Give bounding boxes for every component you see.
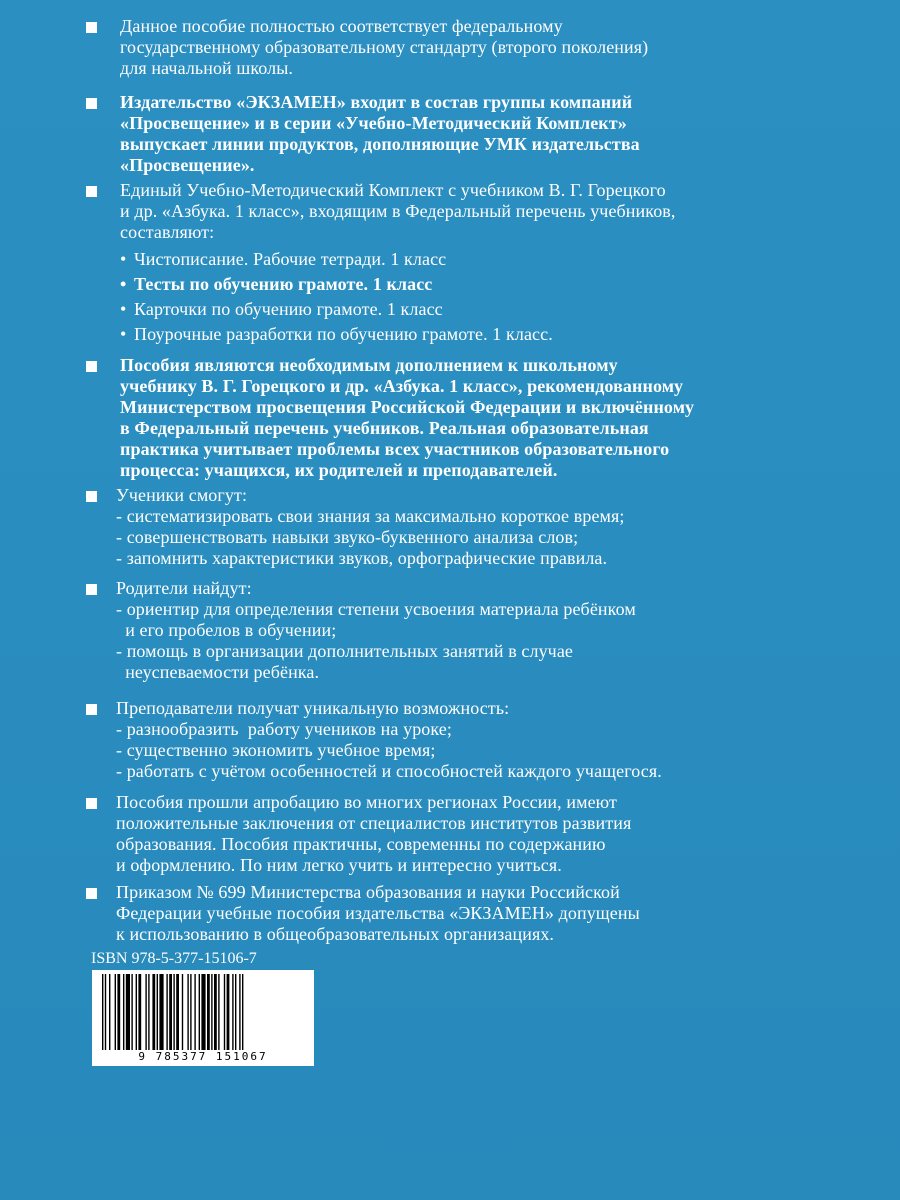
section-approbation (86, 792, 806, 876)
text-line: Преподаватели получат уникальную возможность: (116, 698, 510, 718)
text-line: государственному образовательному стандарту (второго поколения) (120, 37, 649, 57)
bullet-square-icon (86, 98, 97, 109)
barcode-bar (190, 974, 191, 1050)
bullet-square-icon (86, 186, 97, 197)
text-line: и его пробелов в обучении; (116, 620, 337, 640)
text-line: выпускает линии продуктов, дополняющие УМК издательства (120, 134, 640, 154)
text-line: Федерации учебные пособия издательства «ЭКЗАМЕН» допущены (116, 903, 640, 923)
text-line: «Просвещение» и в серии «Учебно-Методический Комплект» (120, 113, 627, 133)
barcode-bar (242, 974, 243, 1050)
text-line: неуспеваемости ребёнка. (116, 662, 320, 682)
barcode-bar (159, 974, 163, 1050)
barcode-bar (224, 974, 225, 1050)
text-line: Данное пособие полностью соответствует федеральному (120, 16, 563, 36)
text-line: Пособия являются необходимым дополнением к школьному (120, 355, 618, 375)
isbn-label: ISBN 978-5-377-15106-7 (91, 950, 257, 967)
barcode-bar (145, 974, 146, 1050)
barcode-bar (148, 974, 149, 1050)
barcode-bar (102, 974, 103, 1050)
text-line: процесса: учащихся, их родителей и преподавателей. (120, 460, 558, 480)
text-line: - запомнить характеристики звуков, орфографические правила. (116, 548, 608, 568)
text-line: Министерством просвещения Российской Федерации и включённому (120, 397, 695, 417)
bullet-square-icon (86, 888, 97, 899)
kit-item: • Поурочные разработки по обучению грамоте. 1 класс. (120, 324, 553, 344)
text-line: - разнообразить работу учеников на уроке; (116, 719, 452, 739)
bullet-square-icon (86, 798, 97, 809)
text-line: для начальной школы. (120, 58, 294, 78)
text-line: и др. «Азбука. 1 класс», входящим в Федеральный перечень учебников, (120, 201, 676, 221)
text-line: - совершенствовать навыки звуко-буквенного анализа слов; (116, 527, 579, 547)
barcode-bar (105, 974, 106, 1050)
barcode-bar (173, 974, 174, 1050)
bullet-square-icon (86, 491, 97, 502)
text-line: - помощь в организации дополнительных занятий в случае (116, 641, 573, 661)
text-line: Родители найдут: (116, 578, 252, 598)
kit-item: • Тесты по обучению грамоте. 1 класс (120, 274, 433, 294)
text-line: учебнику В. Г. Горецкого и др. «Азбука. 1 класс», рекомендованному (120, 376, 684, 396)
text-line: в Федеральный перечень учебников. Реальная образовательная (120, 418, 649, 438)
barcode-number: 9 785377 151067 (138, 1050, 268, 1063)
barcode-bar (166, 974, 167, 1050)
barcode-bar (201, 974, 205, 1050)
barcode-bar (235, 974, 236, 1050)
barcode-bar (227, 974, 230, 1050)
text-line: - существенно экономить учебное время; (116, 740, 436, 760)
barcode-bar (187, 974, 188, 1050)
text-line: Ученики смогут: (116, 485, 248, 505)
barcode-bars-icon (92, 974, 314, 1054)
bullet-square-icon (86, 22, 97, 33)
bullet-square-icon (86, 584, 97, 595)
kit-item: • Карточки по обучению грамоте. 1 класс (120, 299, 443, 319)
barcode-bar (232, 974, 233, 1050)
section-publisher (86, 92, 806, 176)
barcode-bar (136, 974, 137, 1050)
text-line: образования. Пособия практичны, современны по содержанию (116, 834, 606, 854)
barcode-bar (211, 974, 212, 1050)
text-line: - ориентир для определения степени усвоения материала ребёнком (116, 599, 636, 619)
barcode-bar (138, 974, 141, 1050)
barcode-bar (194, 974, 195, 1050)
text-line: Приказом № 699 Министерства образования и науки Российской (116, 882, 620, 902)
kit-item: • Чистописание. Рабочие тетради. 1 класс (120, 249, 447, 269)
barcode-bar (199, 974, 200, 1050)
text-line: практика учитывает проблемы всех участников образовательного (120, 439, 670, 459)
text-line: к использованию в общеобразовательных организациях. (116, 924, 555, 944)
barcode-bar (239, 974, 240, 1050)
section-umk (86, 180, 806, 347)
text-line: Пособия прошли апробацию во многих регионах России, имеют (116, 792, 617, 812)
text-line: и оформлению. По ним легко учить и интересно учиться. (116, 855, 562, 875)
barcode-bar (214, 974, 217, 1050)
barcode-bar (169, 974, 172, 1050)
section-order (86, 882, 806, 945)
barcode-bar (123, 974, 124, 1050)
section-benefits (86, 355, 806, 481)
barcode-bar (117, 974, 120, 1050)
text-line: - работать с учётом особенностей и способностей каждого учащегося. (116, 761, 662, 781)
section-students (86, 485, 806, 569)
section-parents (86, 578, 806, 683)
text-line: Издательство «ЭКЗАМЕН» входит в состав группы компаний (120, 92, 633, 112)
bullet-square-icon (86, 361, 97, 372)
barcode-bar (115, 974, 116, 1050)
barcode-bar (126, 974, 130, 1050)
text-line: - систематизировать свои знания за максимально короткое время; (116, 506, 625, 526)
text-line: «Просвещение». (120, 155, 255, 175)
barcode (92, 970, 314, 1066)
barcode-bar (109, 974, 110, 1050)
text-line: составляют: (120, 222, 215, 242)
barcode-bar (218, 974, 219, 1050)
section-teachers (86, 698, 806, 782)
barcode-bar (176, 974, 179, 1050)
barcode-bar (207, 974, 210, 1050)
barcode-bar (131, 974, 132, 1050)
barcode-bar (157, 974, 158, 1050)
bullet-square-icon (86, 704, 97, 715)
text-line: положительные заключения от специалистов институтов развития (116, 813, 632, 833)
barcode-bar (182, 974, 183, 1050)
section-standard (86, 16, 806, 79)
text-line: Единый Учебно-Методический Комплект с учебником В. Г. Горецкого (120, 180, 666, 200)
kit-list (120, 247, 806, 347)
barcode-bar (152, 974, 155, 1050)
